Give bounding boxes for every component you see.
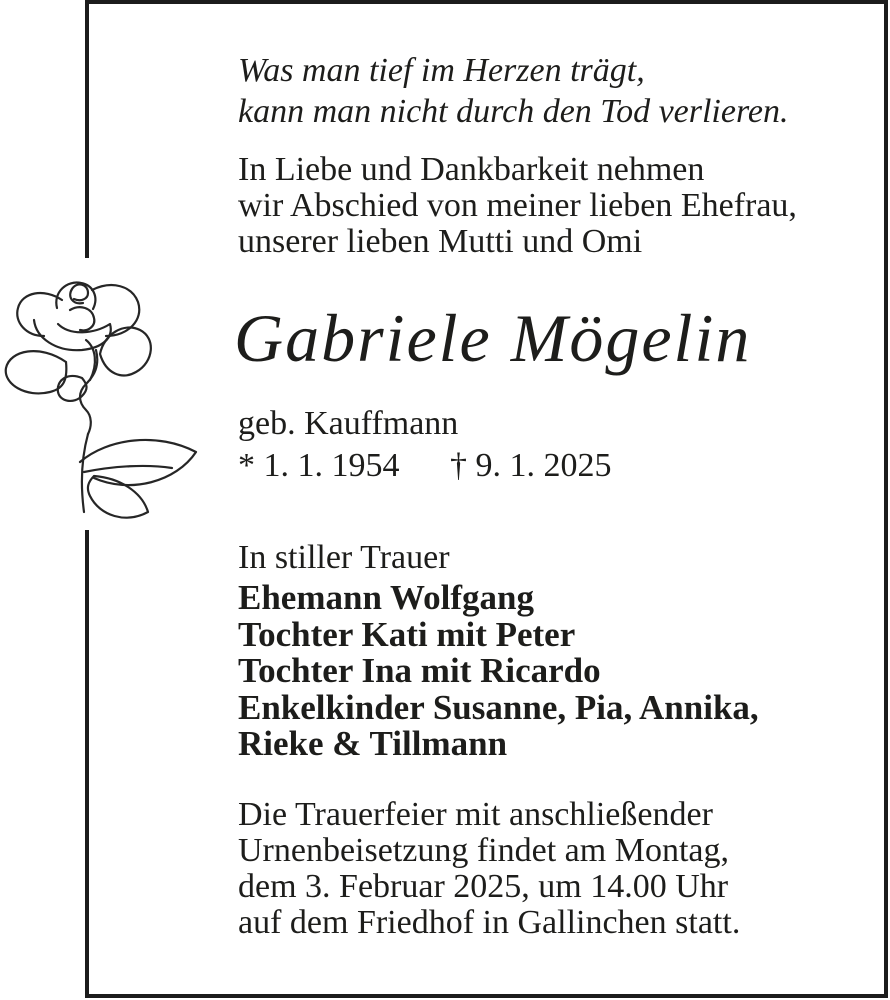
quote-line: kann man nicht durch den Tod verlieren. [238, 93, 789, 130]
rose-icon [0, 258, 222, 530]
ceremony-line: auf dem Friedhof in Gallinchen statt. [238, 904, 741, 941]
mourner-line: Tochter Kati mit Peter [238, 614, 576, 654]
intro-line: In Liebe und Dankbarkeit nehmen [238, 151, 705, 188]
deceased-name: Gabriele Mögelin [234, 300, 752, 376]
quote-line: Was man tief im Herzen trägt, [238, 52, 645, 89]
ceremony-line: Urnenbeisetzung findet am Montag, [238, 832, 729, 869]
ceremony-details [238, 797, 740, 941]
death-date: † 9. 1. 2025 [450, 447, 612, 484]
mourners-list [238, 580, 759, 763]
rose-illustration [0, 258, 222, 530]
mourning-intro: In stiller Trauer [238, 539, 450, 576]
intro-text [238, 152, 797, 260]
intro-line: wir Abschied von meiner lieben Ehefrau, [238, 187, 797, 224]
mourner-line: Ehemann Wolfgang [238, 578, 534, 617]
maiden-name: geb. Kauffmann [238, 405, 459, 442]
birth-date: * 1. 1. 1954 [238, 447, 400, 484]
intro-line: unserer lieben Mutti und Omi [238, 223, 643, 260]
mourner-line: Tochter Ina mit Ricardo [238, 651, 601, 690]
ceremony-line: dem 3. Februar 2025, um 14.00 Uhr [238, 868, 729, 905]
mourner-line: Rieke & Tillmann [238, 724, 508, 763]
life-dates [238, 446, 612, 486]
memorial-quote [238, 50, 789, 132]
mourner-line: Enkelkinder Susanne, Pia, Annika, [238, 687, 759, 727]
ceremony-line: Die Trauerfeier mit anschließender [238, 796, 713, 833]
